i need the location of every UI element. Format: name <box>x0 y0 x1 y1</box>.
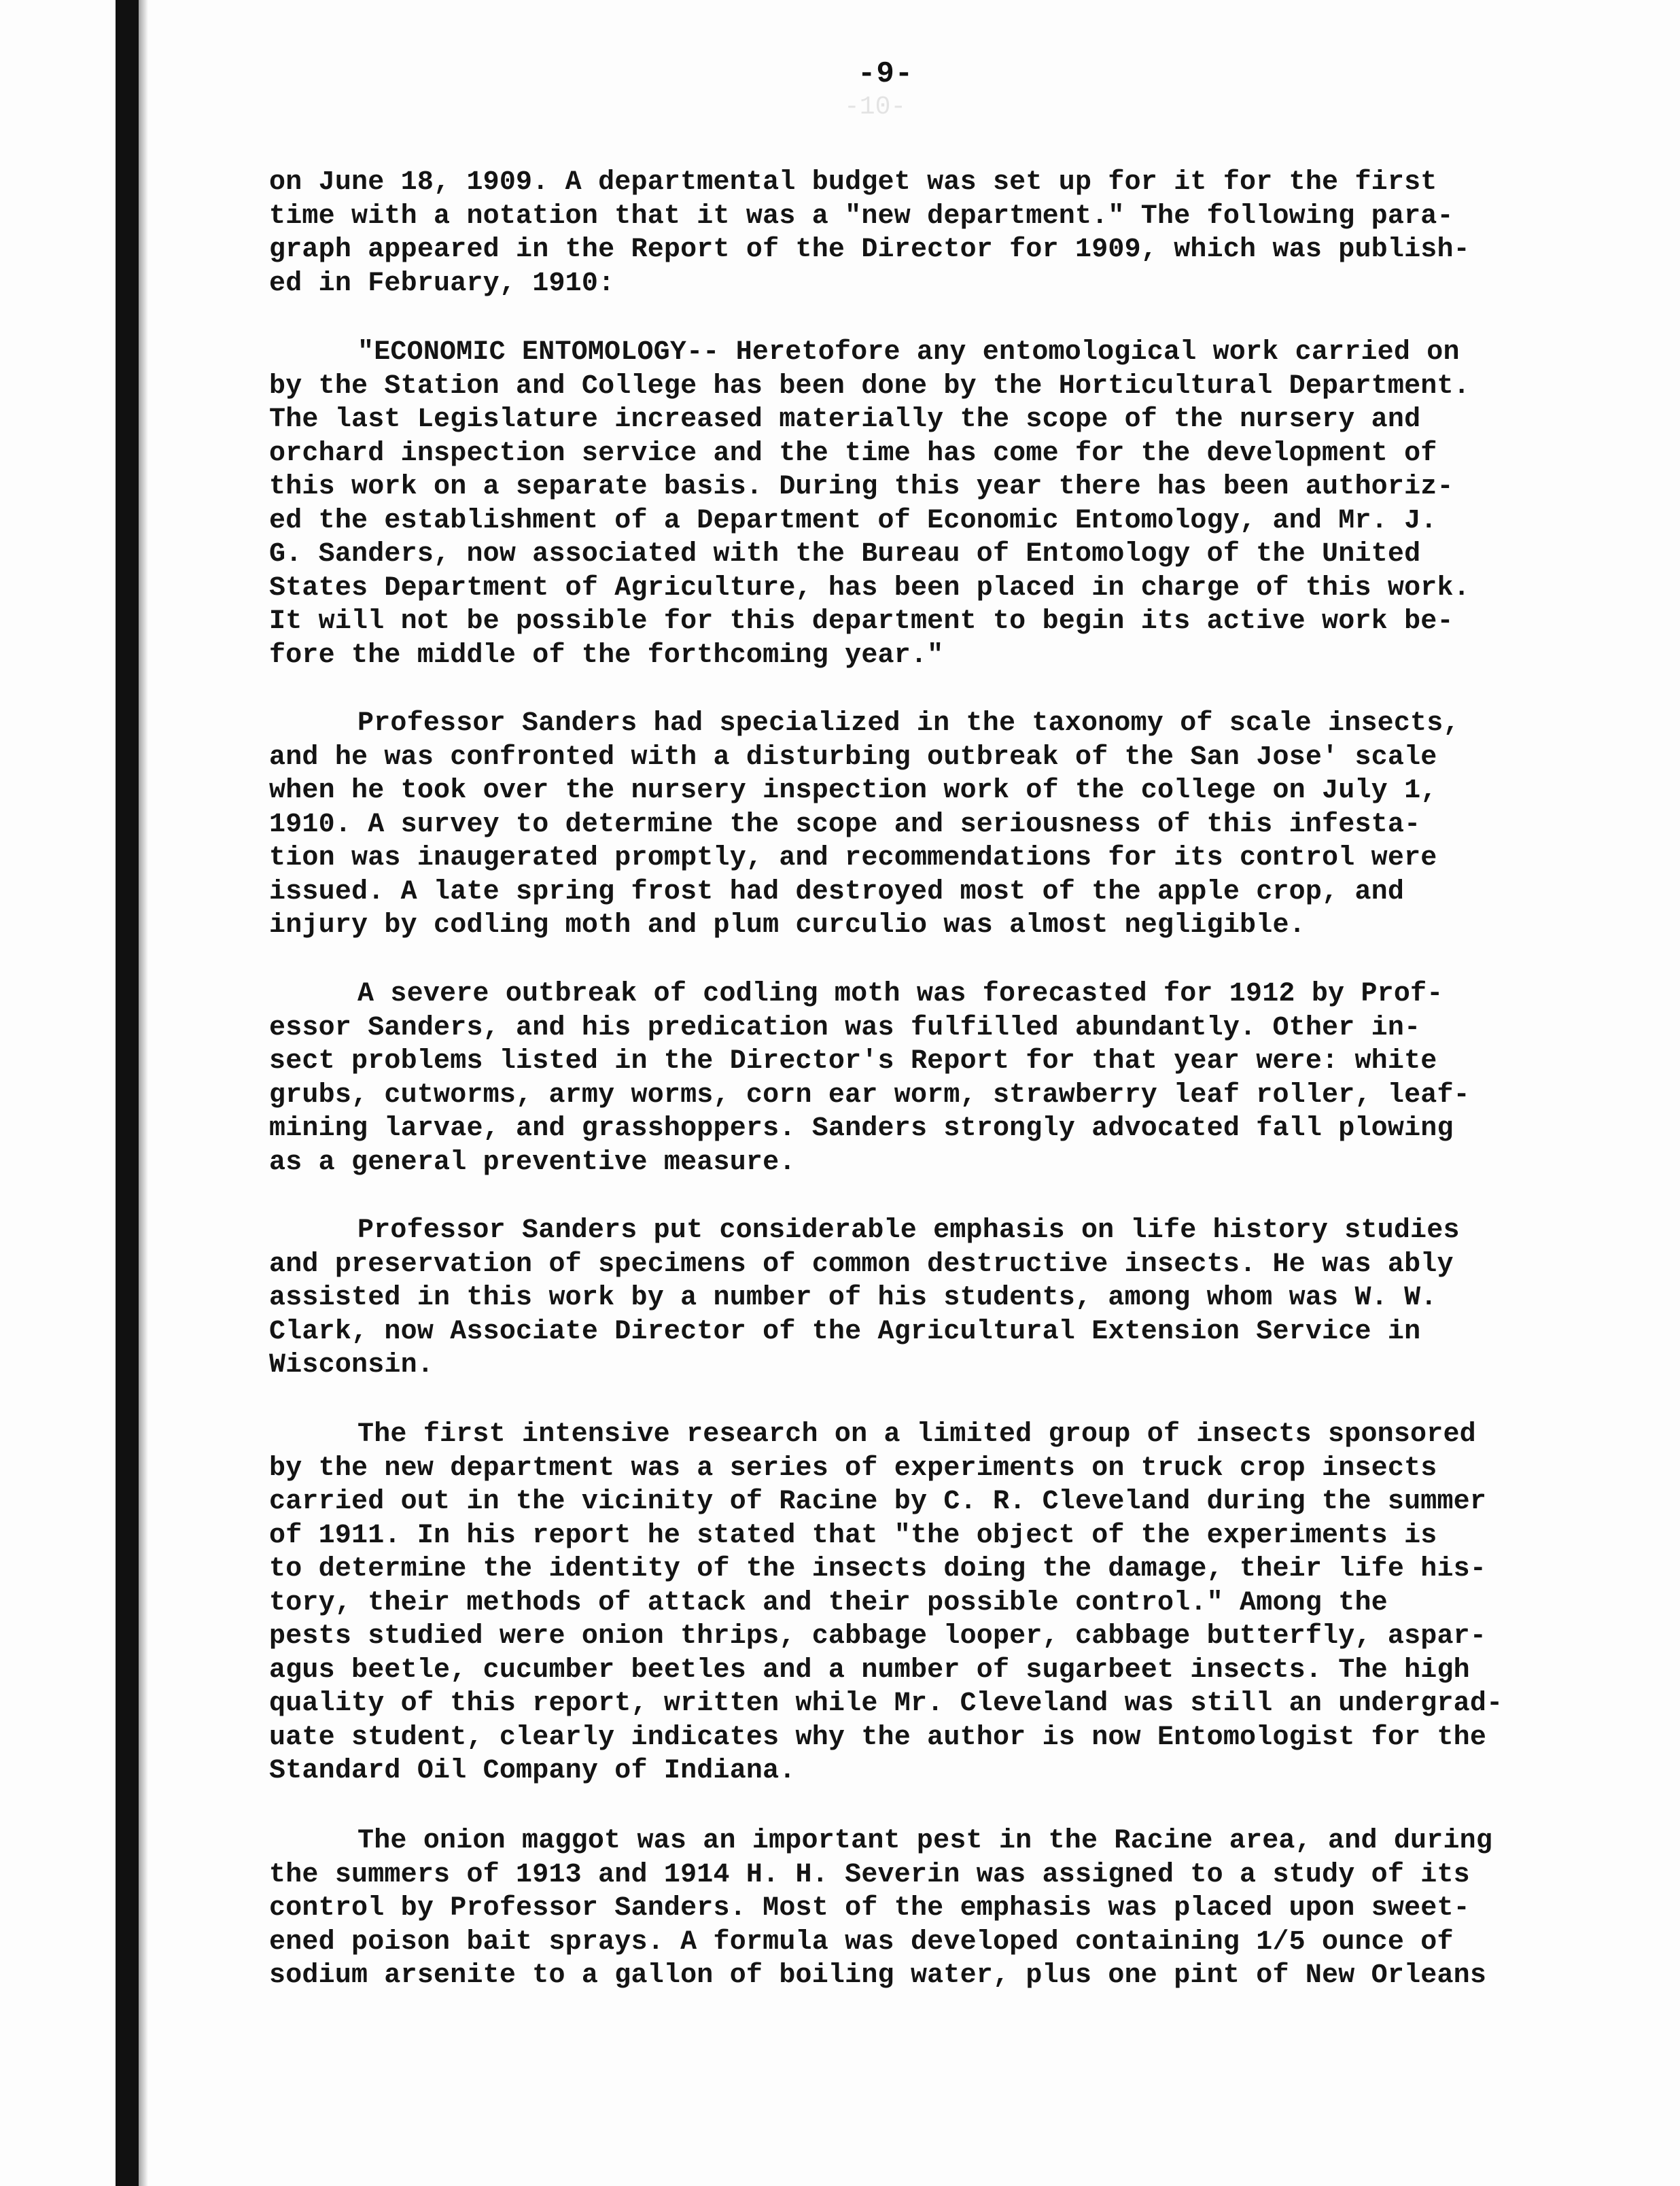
text-line: orchard inspection service and the time has come for the development of <box>269 438 1437 469</box>
text-line: the summers of 1913 and 1914 H. H. Severin was assigned to a study of its <box>269 1859 1470 1890</box>
text-line: injury by codling moth and plum curculio was almost negligible. <box>269 910 1306 941</box>
text-line: as a general preventive measure. <box>269 1147 796 1178</box>
paragraph-4 <box>269 977 1506 1179</box>
paragraph-1 <box>269 166 1506 300</box>
text-line: by the Station and College has been done by the Horticultural Department. <box>269 370 1470 402</box>
text-line: It will not be possible for this department to begin its active work be- <box>269 606 1454 637</box>
text-line: essor Sanders, and his predication was fulfilled abundantly. Other in- <box>269 1012 1421 1043</box>
text-line: ed the establishment of a Department of Economic Entomology, and Mr. J. <box>269 505 1437 536</box>
text-line: States Department of Agriculture, has been placed in charge of this work. <box>269 572 1470 604</box>
text-line: tion was inaugerated promptly, and recommendations for its control were <box>269 843 1437 873</box>
text-line: The onion maggot was an important pest in the Racine area, and during <box>357 1826 1493 1856</box>
paragraph-6 <box>269 1418 1506 1788</box>
text-line: tory, their methods of attack and their possible control." Among the <box>269 1587 1388 1618</box>
text-line: grubs, cutworms, army worms, corn ear worm, strawberry leaf roller, leaf- <box>269 1079 1470 1111</box>
paragraph-3 <box>269 707 1506 943</box>
text-line: Clark, now Associate Director of the Agricultural Extension Service in <box>269 1316 1421 1347</box>
binding-edge <box>116 0 139 2186</box>
text-line: graph appeared in the Report of the Director for 1909, which was publish- <box>269 235 1470 265</box>
text-line: ened poison bait sprays. A formula was developed containing 1/5 ounce of <box>269 1926 1454 1958</box>
page-number-bleedthrough: -10- <box>844 92 907 122</box>
text-line: 1910. A survey to determine the scope and seriousness of this infesta- <box>269 809 1421 840</box>
text-line: time with a notation that it was a "new department." The following para- <box>269 201 1454 232</box>
paragraph-2-quote <box>269 336 1506 672</box>
text-line: Professor Sanders put considerable emphasis on life history studies <box>357 1215 1460 1246</box>
text-line: agus beetle, cucumber beetles and a number of sugarbeet insects. The high <box>269 1654 1470 1686</box>
text-line: fore the middle of the forthcoming year." <box>269 640 944 671</box>
text-line: by the new department was a series of experiments on truck crop insects <box>269 1453 1437 1484</box>
paragraph-5 <box>269 1214 1506 1383</box>
text-line: Standard Oil Company of Indiana. <box>269 1756 796 1786</box>
text-line: on June 18, 1909. A departmental budget was set up for it for the first <box>269 167 1437 198</box>
text-line: "ECONOMIC ENTOMOLOGY-- Heretofore any entomological work carried on <box>357 337 1460 368</box>
text-line: issued. A late spring frost had destroyed most of the apple crop, and <box>269 876 1405 907</box>
text-line: and he was confronted with a disturbing outbreak of the San Jose' scale <box>269 742 1437 773</box>
text-line: quality of this report, written while Mr. Cleveland was still an undergrad- <box>269 1688 1503 1719</box>
binding-shadow <box>139 0 148 2186</box>
text-line: when he took over the nursery inspection work of the college on July 1, <box>269 776 1437 806</box>
text-line: ed in February, 1910: <box>269 268 615 299</box>
text-line: mining larvae, and grasshoppers. Sanders strongly advocated fall plowing <box>269 1113 1454 1144</box>
text-line: this work on a separate basis. During this year there has been authoriz- <box>269 472 1454 502</box>
page-number: -9- <box>858 57 914 91</box>
text-line: to determine the identity of the insects doing the damage, their life his- <box>269 1554 1487 1584</box>
text-line: G. Sanders, now associated with the Bureau of Entomology of the United <box>269 539 1421 570</box>
paragraph-7 <box>269 1824 1506 1993</box>
text-line: Wisconsin. <box>269 1350 434 1381</box>
text-line: uate student, clearly indicates why the author is now Entomologist for the <box>269 1722 1487 1753</box>
text-line: control by Professor Sanders. Most of the emphasis was placed upon sweet- <box>269 1893 1470 1924</box>
text-line: of 1911. In his report he stated that "the object of the experiments is <box>269 1520 1437 1551</box>
text-line: carried out in the vicinity of Racine by C. R. Cleveland during the summer <box>269 1487 1487 1517</box>
text-line: The last Legislature increased materially the scope of the nursery and <box>269 404 1421 435</box>
text-line: and preservation of specimens of common destructive insects. He was ably <box>269 1249 1454 1280</box>
text-line: Professor Sanders had specialized in the taxonomy of scale insects, <box>357 708 1460 739</box>
text-line: assisted in this work by a number of his students, among whom was W. W. <box>269 1283 1437 1313</box>
text-line: sect problems listed in the Director's Report for that year were: white <box>269 1046 1437 1077</box>
text-line: sodium arsenite to a gallon of boiling water, plus one pint of New Orleans <box>269 1960 1487 1991</box>
text-line: A severe outbreak of codling moth was forecasted for 1912 by Prof- <box>357 979 1443 1009</box>
text-line: pests studied were onion thrips, cabbage looper, cabbage butterfly, aspar- <box>269 1621 1487 1652</box>
text-line: The first intensive research on a limited group of insects sponsored <box>357 1419 1476 1450</box>
